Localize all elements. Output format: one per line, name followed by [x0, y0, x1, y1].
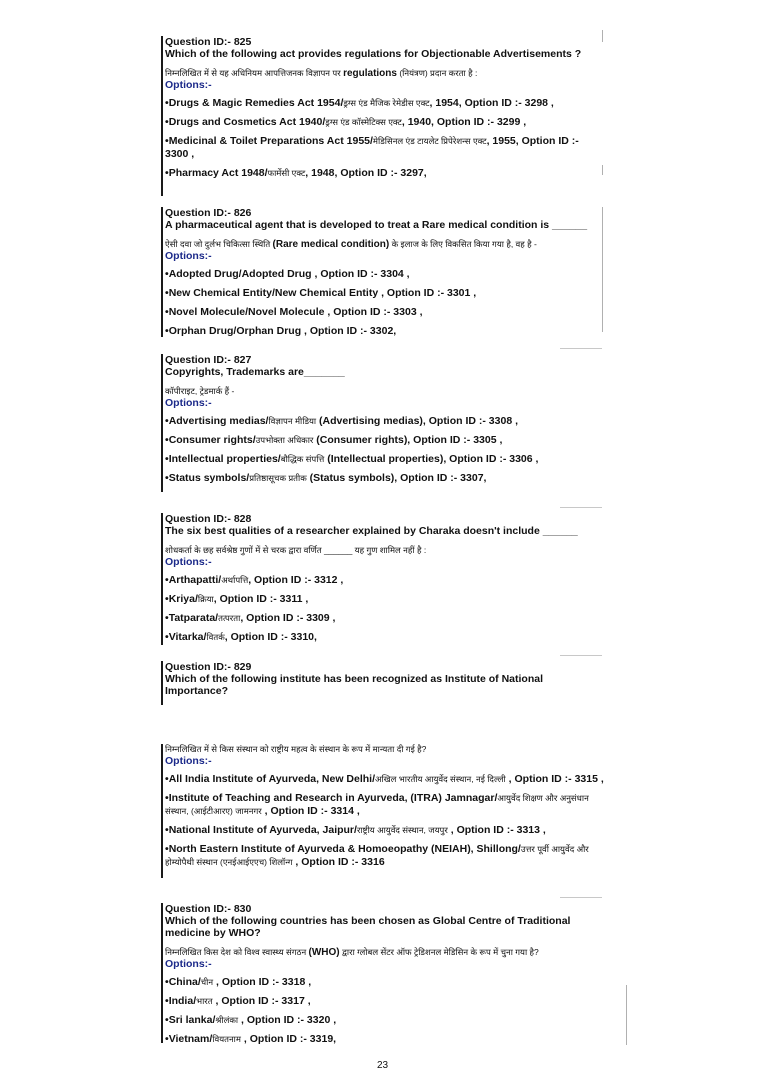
option-item: •Intellectual properties/बौद्धिक संपत्ति (Intellectual properties), Option ID :- 3306 , — [165, 453, 539, 465]
option-item: •Drugs & Magic Remedies Act 1954/ड्रग्स एंड मैजिक रेमेडीस एक्ट, 1954, Option ID :- 3298 , — [165, 97, 554, 109]
options-label: Options:- — [165, 250, 212, 262]
option-item: •Institute of Teaching and Research in Ayurveda, (ITRA) Jamnagar/आयुर्वेद शिक्षण और अनुसंधान संस्थान, (आईटीआरए) जामनगर , Option ID :- 3314 , — [165, 792, 589, 817]
question-block-828 — [161, 513, 603, 644]
question-id: Question ID:- 828 — [165, 513, 252, 525]
question-text-en: Copyrights, Trademarks are_______ — [165, 366, 345, 378]
option-item: •Adopted Drug/Adopted Drug , Option ID :- 3304 , — [165, 268, 410, 280]
question-text-hi: निम्नलिखित में से किस संस्थान को राष्ट्रीय महत्व के संस्थान के रूप में मान्यता दी गई है? — [165, 744, 427, 754]
question-text-en: Which of the following institute has been recognized as Institute of National Importance? — [165, 673, 544, 697]
right-divider — [560, 655, 602, 656]
option-item: •Medicinal & Toilet Preparations Act 1955/मेडिसिनल एंड टायलेट प्रिपेरेशन्स एक्ट, 1955, Option ID :- 3300 , — [165, 135, 579, 160]
question-block-830 — [161, 903, 603, 1046]
option-item: •China/चीन , Option ID :- 3318 , — [165, 976, 312, 988]
question-text-hi: कॉपीराइट, ट्रेडमार्क हैं - — [165, 386, 235, 396]
question-text-hi: निम्नलिखित किस देश को विश्व स्वास्थ्य संगठन (WHO) द्वारा ग्लोबल सेंटर ऑफ ट्रेडिशनल मेडिसिन के रूप में चुना गया है? — [165, 947, 539, 958]
right-divider — [560, 348, 602, 349]
option-item: •Vietnam/वियतनाम , Option ID :- 3319, — [165, 1033, 337, 1045]
question-block-829 — [161, 661, 603, 697]
question-id: Question ID:- 826 — [165, 207, 252, 219]
option-item: •Pharmacy Act 1948/फार्मेसी एक्ट, 1948, Option ID :- 3297, — [165, 167, 427, 179]
right-divider — [560, 507, 602, 508]
question-text-hi: ऐसी दवा जो दुर्लभ चिकित्सा स्थिति (Rare medical condition) के इलाज के लिए विकसित किया गया है, वह है - — [165, 239, 537, 250]
right-margin-mark — [626, 985, 627, 1045]
left-rule — [161, 513, 163, 645]
option-item: •Arthapatti/अर्थापत्ति, Option ID :- 3312 , — [165, 574, 344, 586]
option-item: •Sri lanka/श्रीलंका , Option ID :- 3320 , — [165, 1014, 337, 1026]
option-item: •North Eastern Institute of Ayurveda & Homoeopathy (NEIAH), Shillong/उत्तर पूर्वी आयुर्वेद और होम्योपैथी संस्थान (एनईआईएएच) शिलॉन्ग , Option ID :- 3316 — [165, 843, 589, 868]
options-label: Options:- — [165, 397, 212, 409]
options-label: Options:- — [165, 755, 212, 767]
question-text-hi: निम्नलिखित में से यह अधिनियम आपत्तिजनक विज्ञापन पर regulations (नियंत्रण) प्रदान करता है : — [165, 68, 478, 79]
question-block-827 — [161, 354, 603, 485]
options-label: Options:- — [165, 958, 212, 970]
option-item: •Advertising medias/विज्ञापन मीडिया (Advertising medias), Option ID :- 3308 , — [165, 415, 518, 427]
option-item: •National Institute of Ayurveda, Jaipur/राष्ट्रीय आयुर्वेद संस्थान, जयपुर , Option ID :- 3313 , — [165, 824, 546, 836]
right-margin-mark — [602, 207, 603, 332]
option-item: •Kriya/क्रिया, Option ID :- 3311 , — [165, 593, 309, 605]
right-margin-mark — [602, 30, 603, 42]
question-text-en: A pharmaceutical agent that is developed to treat a Rare medical condition is ______ — [165, 219, 588, 231]
option-item: •Consumer rights/उपभोक्ता अधिकार (Consumer rights), Option ID :- 3305 , — [165, 434, 503, 446]
right-margin-mark — [602, 165, 603, 175]
question-text-en: The six best qualities of a researcher explained by Charaka doesn't include ______ — [165, 525, 578, 537]
option-item: •New Chemical Entity/New Chemical Entity , Option ID :- 3301 , — [165, 287, 477, 299]
left-rule — [161, 36, 163, 196]
option-item: •Status symbols/प्रतिष्ठासूचक प्रतीक (Status symbols), Option ID :- 3307, — [165, 472, 487, 484]
page-number: 23 — [376, 1060, 389, 1071]
right-divider — [560, 897, 602, 898]
left-rule — [161, 354, 163, 492]
question-block-825 — [161, 36, 603, 180]
left-rule — [161, 903, 163, 1043]
option-item: •India/भारत , Option ID :- 3317 , — [165, 995, 311, 1007]
question-id: Question ID:- 830 — [165, 903, 252, 915]
question-id: Question ID:- 825 — [165, 36, 252, 48]
question-text-en: Which of the following act provides regulations for Objectionable Advertisements ? — [165, 48, 582, 60]
option-item: •Tatparata/तत्परता, Option ID :- 3309 , — [165, 612, 336, 624]
options-label: Options:- — [165, 556, 212, 568]
option-item: •Vitarka/वितर्क, Option ID :- 3310, — [165, 631, 317, 643]
question-text-en: Which of the following countries has been chosen as Global Centre of Traditional medicine by WHO? — [165, 915, 571, 939]
left-rule — [161, 661, 163, 705]
left-rule — [161, 744, 163, 878]
question-id: Question ID:- 827 — [165, 354, 252, 366]
question-text-hi: शोधकर्ता के छह सर्वश्रेष्ठ गुणों में से चरक द्वारा वर्णित ______ यह गुण शामिल नहीं है : — [165, 545, 427, 555]
option-item: •Novel Molecule/Novel Molecule , Option ID :- 3303 , — [165, 306, 423, 318]
option-item: •All India Institute of Ayurveda, New Delhi/अखिल भारतीय आयुर्वेद संस्थान, नई दिल्ली , Option ID :- 3315 , — [165, 773, 604, 785]
question-block-826 — [161, 207, 603, 338]
question-block-829-options — [161, 744, 611, 869]
option-item: •Orphan Drug/Orphan Drug , Option ID :- 3302, — [165, 325, 397, 337]
options-label: Options:- — [165, 79, 212, 91]
left-rule — [161, 207, 163, 337]
option-item: •Drugs and Cosmetics Act 1940/ड्रग्स एंड कॉस्मेटिक्स एक्ट, 1940, Option ID :- 3299 , — [165, 116, 527, 128]
question-id: Question ID:- 829 — [165, 661, 252, 673]
